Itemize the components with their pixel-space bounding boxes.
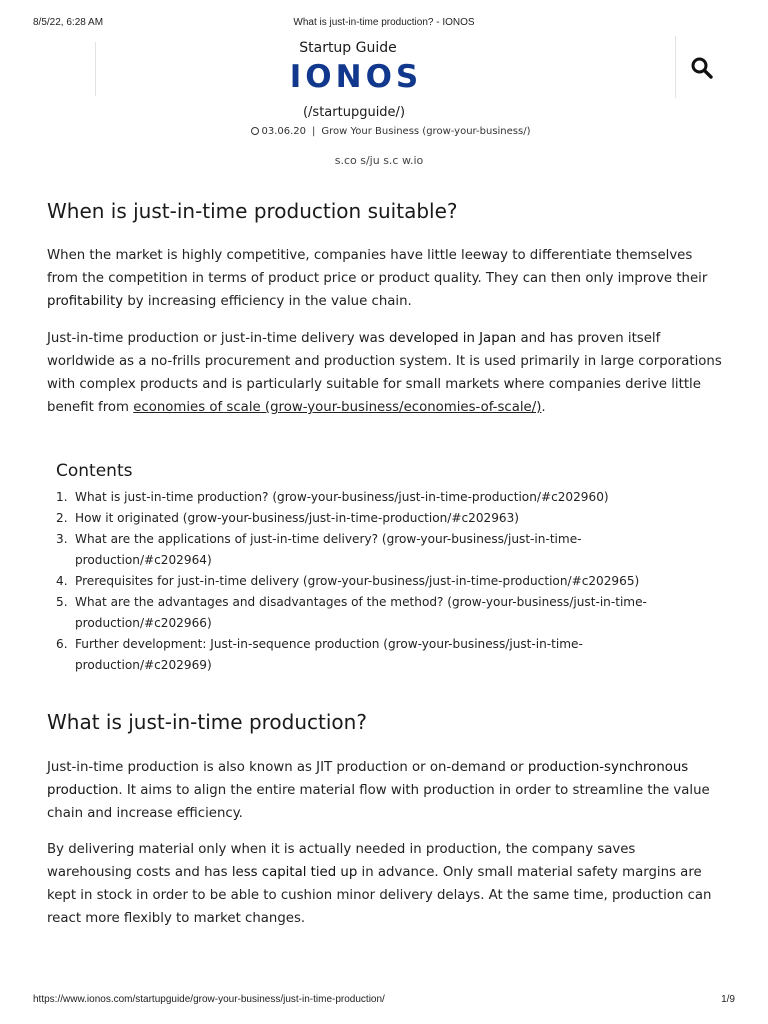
- contents-item-link[interactable]: What are the applications of just-in-time delivery? (grow-your-business/just-in-time-production/#c202964): [75, 532, 582, 567]
- text-run: Just-in-time production or just-in-time delivery was: [47, 331, 389, 346]
- contents-item[interactable]: [56, 529, 706, 571]
- contents-item[interactable]: [56, 592, 706, 634]
- paragraph-what-is-1: [47, 756, 722, 825]
- share-links[interactable]: s.co s/ju s.c w.io: [334, 154, 424, 167]
- brand-subtitle[interactable]: Startup Guide: [299, 40, 397, 56]
- article-date: 03.06.20: [261, 126, 307, 137]
- text-run: by increasing efficiency in the value chain.: [123, 294, 412, 309]
- contents-item-number: 1.: [56, 490, 68, 504]
- startupguide-link[interactable]: (/startupguide/): [302, 105, 406, 120]
- meta-separator: |: [312, 126, 316, 137]
- text-run: Just-in-time production is also known as JIT production or on-demand or: [47, 760, 528, 775]
- text-run: in advance. Only small material safety margins are kept in stock in order to be able to cushion minor delivery delays. At the same time, production can react more flexibly to market changes.: [47, 865, 712, 926]
- contents-item-link[interactable]: What are the advantages and disadvantages of the method? (grow-your-business/just-in-time-production/#c202966): [75, 595, 647, 630]
- paragraph-suitable-2: [47, 327, 722, 419]
- highlight-developed-in-japan[interactable]: developed in Japan: [388, 331, 517, 346]
- contents-item[interactable]: [56, 487, 706, 508]
- economies-of-scale-link[interactable]: economies of scale (grow-your-business/economies-of-scale/): [133, 400, 542, 415]
- paragraph-suitable-1: [47, 244, 722, 313]
- contents-item-link[interactable]: Further development: Just-in-sequence production (grow-your-business/just-in-time-production/#c202969): [75, 637, 583, 672]
- contents-list: [56, 487, 706, 676]
- category-link[interactable]: Grow Your Business (grow-your-business/): [321, 126, 531, 137]
- text-run: . It aims to align the entire material flow with production in order to streamline the value chain and increase efficiency.: [47, 783, 710, 821]
- paragraph-what-is-2: [47, 838, 722, 930]
- highlight-profitability[interactable]: profitability: [47, 294, 124, 309]
- contents-item-link[interactable]: How it originated (grow-your-business/just-in-time-production/#c202963): [75, 511, 520, 525]
- print-url: https://www.ionos.com/startupguide/grow-your-business/just-in-time-production/: [33, 994, 385, 1005]
- ionos-logo[interactable]: IONOS: [289, 59, 423, 95]
- text-run: When the market is highly competitive, companies have little leeway to differentiate themselves from the competition in terms of product price or product quality. They can then only improve their: [47, 248, 708, 286]
- contents-item-number: 6.: [56, 637, 68, 651]
- highlight-production-synchronous[interactable]: production-synchronous production: [47, 760, 689, 798]
- contents-item-number: 5.: [56, 595, 68, 609]
- contents-item-link[interactable]: What is just-in-time production? (grow-your-business/just-in-time-production/#c202960): [75, 490, 609, 504]
- contents-item-number: 3.: [56, 532, 68, 546]
- print-page-title: What is just-in-time production? - IONOS: [293, 17, 475, 28]
- contents-item-link[interactable]: Prerequisites for just-in-time delivery (grow-your-business/just-in-time-production/#c202965): [75, 574, 640, 588]
- contents-title: Contents: [56, 461, 133, 481]
- text-run: and has proven itself worldwide as a no-frills procurement and production system. It is used primarily in large corporations with complex products and is particularly suitable for small markets where companies derive little benefit from: [47, 331, 722, 415]
- search-icon[interactable]: [690, 56, 714, 80]
- contents-item[interactable]: [56, 508, 706, 529]
- contents-item[interactable]: [56, 571, 706, 592]
- heading-what-is-jit: What is just-in-time production?: [47, 710, 367, 734]
- heading-when-suitable: When is just-in-time production suitable?: [47, 199, 458, 223]
- contents-item-number: 2.: [56, 511, 68, 525]
- clock-icon: [251, 127, 259, 135]
- print-datetime: 8/5/22, 6:28 AM: [33, 17, 104, 28]
- search-icon-glyph: [690, 56, 714, 80]
- contents-item-number: 4.: [56, 574, 68, 588]
- page-number: 1/9: [721, 994, 735, 1005]
- text-run: By delivering material only when it is actually needed in production, the company saves warehousing costs and has: [47, 842, 636, 880]
- contents-item[interactable]: [56, 634, 706, 676]
- text-run: .: [541, 400, 546, 415]
- article-meta: [0, 126, 768, 137]
- highlight-less-capital-tied-up[interactable]: less capital tied up: [231, 865, 358, 880]
